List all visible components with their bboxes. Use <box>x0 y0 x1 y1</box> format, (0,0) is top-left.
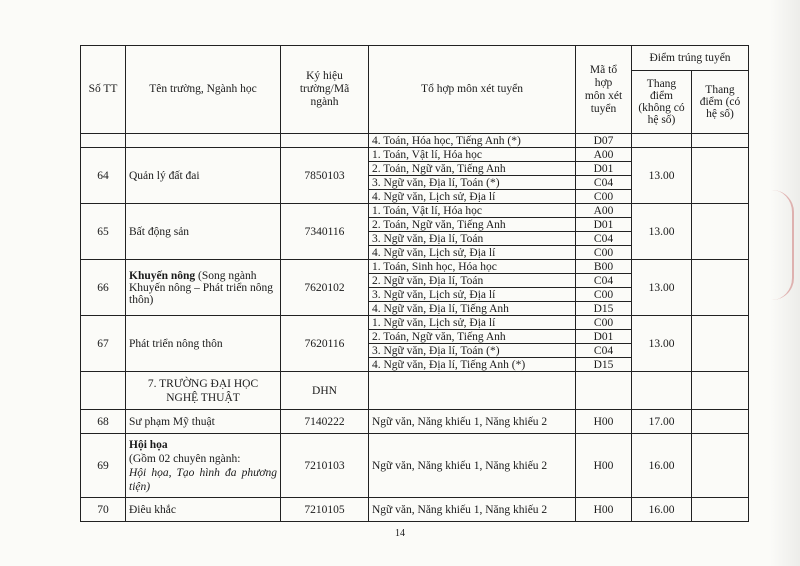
combo-cell: 2. Toán, Ngữ văn, Tiếng Anh <box>369 162 576 176</box>
combo-cell: 4. Ngữ văn, Lịch sử, Địa lí <box>369 246 576 260</box>
header-code-line: Ký hiệu <box>306 70 343 82</box>
major-code-cell: 7620116 <box>281 316 369 372</box>
table-cell <box>81 134 126 148</box>
combo-cell: Ngữ văn, Năng khiếu 1, Năng khiếu 2 <box>369 498 576 522</box>
header-combo-code-line: tuyển <box>590 102 617 115</box>
header-scale-line: hệ số) <box>647 114 676 126</box>
major-name-specializations: Hội họa, Tạo hình đa phương tiện) <box>129 466 277 493</box>
header-admission-score: Điểm trúng tuyển <box>632 46 749 71</box>
combo-code-cell: C00 <box>576 246 632 260</box>
combo-code-cell: C04 <box>576 344 632 358</box>
combo-code-cell: D15 <box>576 302 632 316</box>
major-name-note: (Gồm 02 chuyên ngành: <box>129 452 241 465</box>
header-code-line: ngành <box>310 96 339 108</box>
combo-cell: 1. Toán, Sinh học, Hóa học <box>369 260 576 274</box>
header-combo-code-line: hợp <box>594 76 613 89</box>
table-row <box>81 204 749 218</box>
major-code-cell: 7140222 <box>281 410 369 434</box>
combo-cell: 1. Toán, Vật lí, Hóa học <box>369 148 576 162</box>
section-row <box>81 372 749 410</box>
major-code-cell: 7210103 <box>281 434 369 498</box>
score-cell: 13.00 <box>632 204 692 260</box>
table-row <box>81 434 749 498</box>
header-scale-no-coef <box>632 71 692 134</box>
combo-cell: 3. Ngữ văn, Địa lí, Toán <box>369 232 576 246</box>
score-cell: 16.00 <box>632 434 692 498</box>
score-cell: 13.00 <box>632 316 692 372</box>
stt-cell: 65 <box>81 204 126 260</box>
table-cell <box>692 134 749 148</box>
combo-code-cell: C04 <box>576 176 632 190</box>
admission-score-table <box>80 45 749 522</box>
combo-cell: 2. Toán, Ngữ văn, Tiếng Anh <box>369 218 576 232</box>
stt-cell: 67 <box>81 316 126 372</box>
combo-code-cell: D01 <box>576 162 632 176</box>
combo-cell: 4. Ngữ văn, Địa lí, Tiếng Anh (*) <box>369 358 576 372</box>
header-school-major: Tên trường, Ngành học <box>126 46 281 134</box>
stt-cell: 66 <box>81 260 126 316</box>
score-coef-cell <box>692 148 749 204</box>
major-code-cell: 7850103 <box>281 148 369 204</box>
table-cell <box>632 134 692 148</box>
table-cell <box>692 372 749 410</box>
combo-cell: Ngữ văn, Năng khiếu 1, Năng khiếu 2 <box>369 410 576 434</box>
combo-cell: 4. Ngữ văn, Lịch sử, Địa lí <box>369 190 576 204</box>
major-code-cell: 7340116 <box>281 204 369 260</box>
major-code-cell: 7210105 <box>281 498 369 522</box>
combo-cell: 2. Ngữ văn, Địa lí, Toán <box>369 274 576 288</box>
combo-cell: 1. Toán, Vật lí, Hóa học <box>369 204 576 218</box>
header-combo-code-line: môn xét <box>584 89 623 102</box>
header-stt: Số TT <box>81 46 126 134</box>
combo-cell: 3. Ngữ văn, Địa lí, Toán (*) <box>369 176 576 190</box>
combo-code-cell: H00 <box>576 434 632 498</box>
header-code-line: trường/Mã <box>299 83 350 95</box>
score-coef-cell <box>692 434 749 498</box>
major-name-cell <box>126 434 281 498</box>
combo-code-cell: D07 <box>576 134 632 148</box>
combo-code-cell: D01 <box>576 330 632 344</box>
combo-code-cell: D01 <box>576 218 632 232</box>
table-row <box>81 498 749 522</box>
score-cell: 13.00 <box>632 148 692 204</box>
header-scale-line: Thang <box>705 84 735 96</box>
table-cell <box>576 372 632 410</box>
combo-code-cell: C04 <box>576 232 632 246</box>
stt-cell: 70 <box>81 498 126 522</box>
stt-cell: 68 <box>81 410 126 434</box>
header-combo-code <box>576 46 632 134</box>
combo-code-cell: A00 <box>576 204 632 218</box>
score-coef-cell <box>692 498 749 522</box>
combo-cell: 4. Toán, Hóa học, Tiếng Anh (*) <box>369 134 576 148</box>
combo-code-cell: B00 <box>576 260 632 274</box>
table-row <box>81 316 749 330</box>
stt-cell: 69 <box>81 434 126 498</box>
major-name-cell: Sư phạm Mỹ thuật <box>126 410 281 434</box>
header-scale-line: hệ số) <box>706 108 734 120</box>
combo-cell: Ngữ văn, Năng khiếu 1, Năng khiếu 2 <box>369 434 576 498</box>
header-scale-line: điểm (có <box>699 96 741 108</box>
major-name-cell: Bất động sản <box>126 204 281 260</box>
section-title-line: NGHỆ THUẬT <box>166 391 240 404</box>
score-coef-cell <box>692 316 749 372</box>
table-cell <box>632 372 692 410</box>
combo-code-cell: C00 <box>576 190 632 204</box>
score-cell: 16.00 <box>632 498 692 522</box>
score-coef-cell <box>692 204 749 260</box>
table-cell <box>81 372 126 410</box>
combo-cell: 4. Ngữ văn, Địa lí, Tiếng Anh <box>369 302 576 316</box>
score-cell: 13.00 <box>632 260 692 316</box>
score-cell: 17.00 <box>632 410 692 434</box>
header-scale-with-coef <box>692 71 749 134</box>
table-row <box>81 260 749 274</box>
score-coef-cell <box>692 410 749 434</box>
header-subject-combo: Tổ hợp môn xét tuyển <box>369 46 576 134</box>
combo-code-cell: D15 <box>576 358 632 372</box>
section-title <box>126 372 281 410</box>
header-scale-line: (không có <box>638 102 685 114</box>
major-name-cell: Quản lý đất đai <box>126 148 281 204</box>
stt-cell: 64 <box>81 148 126 204</box>
table-cell <box>126 134 281 148</box>
major-name-bold: Hội họa <box>129 438 168 451</box>
combo-cell: 3. Ngữ văn, Địa lí, Toán (*) <box>369 344 576 358</box>
header-scale-line: Thang <box>646 78 677 90</box>
combo-code-cell: H00 <box>576 410 632 434</box>
table-row <box>81 410 749 434</box>
combo-code-cell: C00 <box>576 288 632 302</box>
major-name-cell <box>126 260 281 316</box>
major-name-cell: Phát triển nông thôn <box>126 316 281 372</box>
header-code <box>281 46 369 134</box>
table-row <box>81 148 749 162</box>
major-name-cell: Điêu khắc <box>126 498 281 522</box>
page-number: 14 <box>395 528 405 539</box>
combo-code-cell: C00 <box>576 316 632 330</box>
major-name-rest: (Song ngành Khuyến nông – Phát triển nông thôn) <box>129 269 274 306</box>
header-combo-code-line: Mã tổ <box>589 63 618 76</box>
stamp-mark-icon <box>772 190 794 300</box>
major-name-bold: Khuyến nông <box>129 269 196 282</box>
table-cell <box>369 372 576 410</box>
table-cell <box>281 134 369 148</box>
combo-cell: 3. Ngữ văn, Lịch sử, Địa lí <box>369 288 576 302</box>
section-title-line: 7. TRƯỜNG ĐẠI HỌC <box>147 377 259 390</box>
major-code-cell: 7620102 <box>281 260 369 316</box>
combo-code-cell: H00 <box>576 498 632 522</box>
combo-cell: 1. Ngữ văn, Lịch sử, Địa lí <box>369 316 576 330</box>
combo-code-cell: A00 <box>576 148 632 162</box>
combo-cell: 2. Toán, Ngữ văn, Tiếng Anh <box>369 330 576 344</box>
combo-code-cell: C04 <box>576 274 632 288</box>
header-scale-line: điểm <box>650 90 673 102</box>
score-coef-cell <box>692 260 749 316</box>
section-code: DHN <box>281 372 369 410</box>
